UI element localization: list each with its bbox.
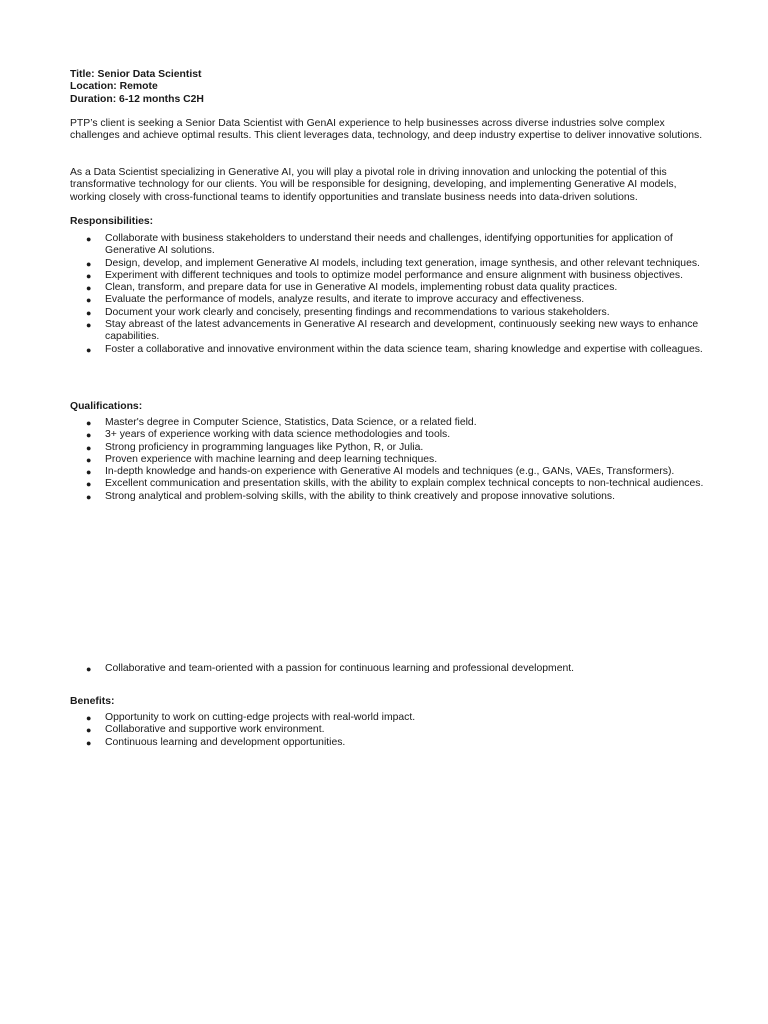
list-item: ● Experiment with different techniques and tools to optimize model performance and ensure alignment with business objectives.: [86, 269, 683, 281]
bullet-icon: ●: [86, 344, 92, 355]
benefits-heading: Benefits:: [70, 696, 115, 707]
intro-paragraph-2: As a Data Scientist specializing in Generative AI, you will play a pivotal role in driving innovation and unlocking the potential of this transformative technology for our clients. You will be responsible for designing, developing, and implementing Generative AI models, working closely with cross-functional teams to identify opportunities and translate business needs into data-driven solutions.: [70, 167, 677, 203]
list-item: ● Stay abreast of the latest advancements in Generative AI research and development, continuously seeking new ways to enhance capabilities.: [86, 319, 699, 343]
job-duration: Duration: 6-12 months C2H: [70, 93, 204, 105]
list-item: ● Continuous learning and development opportunities.: [86, 736, 346, 748]
list-item: ● 3+ years of experience working with data science methodologies and tools.: [86, 429, 451, 441]
list-item: ● Evaluate the performance of models, analyze results, and iterate to improve accuracy and effectiveness.: [86, 294, 585, 306]
list-item: ● Strong analytical and problem-solving skills, with the ability to think creatively and propose innovative solutions.: [86, 490, 615, 502]
list-item: ● Collaborative and team-oriented with a passion for continuous learning and professional development.: [86, 663, 575, 674]
list-item: ● Collaborative and supportive work environment.: [86, 724, 325, 736]
bullet-icon: ●: [86, 467, 92, 478]
list-item: ● Design, develop, and implement Generative AI models, including text generation, image synthesis, and other relevant techniques.: [86, 257, 700, 269]
intro-paragraph-1: PTP’s client is seeking a Senior Data Scientist with GenAI experience to help businesses across diverse industries solve complex challenges and achieve optimal results. This client leverages data, technology, and deep industry expertise to deliver innovative solutions.: [70, 118, 703, 142]
bullet-icon: ●: [86, 664, 92, 674]
bullet-icon: ●: [86, 270, 92, 281]
bullet-icon: ●: [86, 234, 92, 244]
bullet-icon: ●: [86, 430, 92, 441]
bullet-icon: ●: [86, 295, 92, 306]
list-item: ● Proven experience with machine learning and deep learning techniques.: [86, 453, 438, 465]
job-location: Location: Remote: [70, 81, 158, 93]
bullet-icon: ●: [86, 713, 92, 723]
list-item: ● Document your work clearly and concisely, presenting findings and recommendations to various stakeholders.: [86, 306, 610, 318]
list-item: ● Collaborate with business stakeholders to understand their needs and challenges, identifying opportunities for application of Generative AI solutions.: [86, 233, 673, 257]
list-item: ● Clean, transform, and prepare data for use in Generative AI models, implementing robust data quality practices.: [86, 282, 618, 294]
list-item: ● Opportunity to work on cutting-edge projects with real-world impact.: [86, 712, 416, 723]
list-item: ● In-depth knowledge and hands-on experience with Generative AI models and techniques (e.g., GANs, VAEs, Transformers).: [86, 466, 675, 478]
bullet-icon: ●: [86, 737, 92, 748]
bullet-icon: ●: [86, 454, 92, 465]
bullet-icon: ●: [86, 320, 92, 331]
list-item: ● Excellent communication and presentation skills, with the ability to explain complex technical concepts to non-technical audiences.: [86, 478, 704, 490]
bullet-icon: ●: [86, 725, 92, 736]
job-header: [70, 69, 204, 106]
bullet-icon: ●: [86, 307, 92, 318]
list-item: ● Foster a collaborative and innovative environment within the data science team, sharing knowledge and expertise with colleagues.: [86, 343, 703, 355]
list-item: ● Master's degree in Computer Science, Statistics, Data Science, or a related field.: [86, 417, 477, 428]
qualifications-heading: Qualifications:: [70, 401, 143, 412]
bullet-icon: ●: [86, 442, 92, 453]
qualifications-list-continued: [70, 663, 710, 675]
benefits-list: [70, 712, 710, 749]
qualifications-list: [70, 417, 710, 503]
bullet-icon: ●: [86, 418, 92, 428]
bullet-icon: ●: [86, 491, 92, 502]
bullet-icon: ●: [86, 283, 92, 294]
responsibilities-list: [70, 233, 710, 356]
bullet-icon: ●: [86, 258, 92, 269]
job-title: Title: Senior Data Scientist: [70, 69, 202, 80]
bullet-icon: ●: [86, 479, 92, 490]
responsibilities-heading: Responsibilities:: [70, 216, 154, 227]
list-item: ● Strong proficiency in programming languages like Python, R, or Julia.: [86, 441, 424, 453]
